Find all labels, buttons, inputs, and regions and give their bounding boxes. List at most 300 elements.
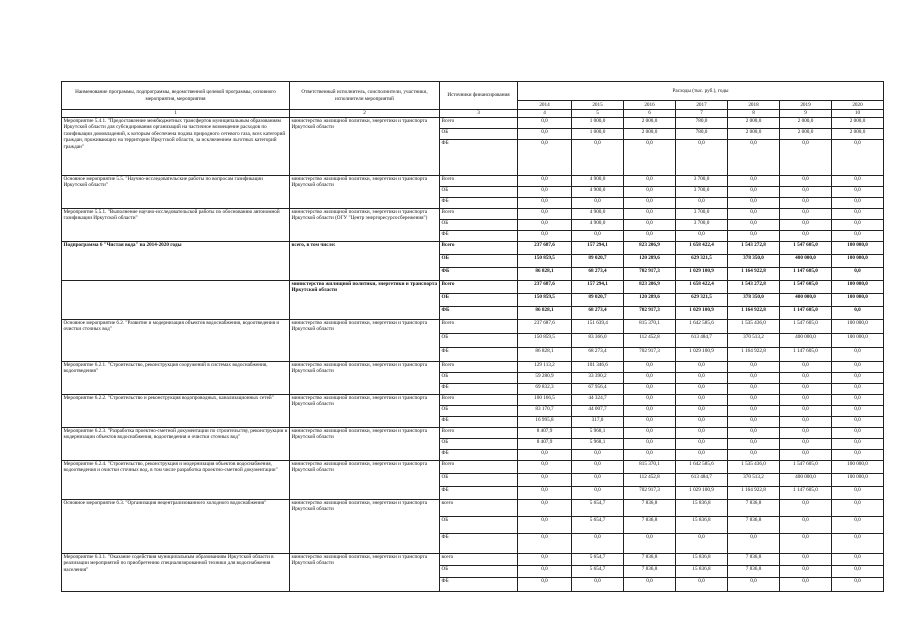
- expense-value-cell: 5 968,1: [572, 427, 624, 438]
- expense-value-cell: 0,0: [832, 565, 884, 577]
- expense-value-cell: 0,0: [780, 361, 832, 372]
- expense-value-cell: 5 654,7: [572, 499, 624, 516]
- expense-value-cell: 0,0: [624, 416, 676, 427]
- expense-value-cell: 0,0: [572, 533, 624, 553]
- expense-value-cell: 0,0: [780, 219, 832, 230]
- expense-value-cell: 0,0: [572, 486, 624, 499]
- expense-value-cell: 15 836,8: [676, 516, 728, 533]
- table-row: [62, 319, 884, 333]
- expense-value-cell: 0,0: [832, 197, 884, 208]
- column-number: 1: [62, 110, 290, 118]
- expense-value-cell: 86 828,1: [518, 347, 572, 361]
- executor-cell: министерство жилищной политики, энергетики и транспорта Иркутской области: [290, 427, 440, 460]
- expense-value-cell: 0,0: [832, 139, 884, 175]
- funding-source-cell: ОБ: [440, 565, 518, 577]
- expense-value-cell: 378 350,0: [728, 254, 780, 267]
- budget-table-body: [62, 117, 884, 591]
- expense-value-cell: 1 543 272,8: [728, 241, 780, 254]
- executor-column-header: Ответственный исполнитель, соисполнители, участники, исполнители мероприятий: [290, 82, 440, 110]
- table-row: [62, 394, 884, 405]
- funding-source-cell: ОБ: [440, 219, 518, 230]
- expense-value-cell: 1 029 100,9: [676, 486, 728, 499]
- expense-value-cell: 0,0: [624, 230, 676, 241]
- expense-value-cell: 0,0: [780, 416, 832, 427]
- expense-value-cell: 0,0: [728, 394, 780, 405]
- expense-value-cell: 0,0: [728, 139, 780, 175]
- expense-value-cell: 67 956,4: [572, 383, 624, 394]
- expense-value-cell: 100 000,0: [832, 319, 884, 333]
- table-row: [62, 208, 884, 219]
- column-number-row: [62, 110, 884, 118]
- expense-value-cell: 157 294,1: [572, 280, 624, 293]
- expense-value-cell: 1 164 922,8: [728, 267, 780, 280]
- funding-source-cell: ФБ: [440, 347, 518, 361]
- expense-value-cell: 0,0: [676, 139, 728, 175]
- executor-cell: министерство жилищной политики, энергетики и транспорта Иркутской области: [290, 553, 440, 591]
- expense-value-cell: 0,0: [518, 186, 572, 197]
- expense-value-cell: 0,0: [624, 383, 676, 394]
- expense-value-cell: 0,0: [624, 186, 676, 197]
- expense-value-cell: 0,0: [832, 516, 884, 533]
- expense-value-cell: 69 832,3: [518, 383, 572, 394]
- expense-value-cell: 86 828,1: [518, 306, 572, 319]
- funding-source-cell: ФБ: [440, 230, 518, 241]
- expense-value-cell: 1 147 605,0: [780, 486, 832, 499]
- expense-value-cell: 7 836,8: [624, 516, 676, 533]
- expense-value-cell: 1 164 922,8: [728, 306, 780, 319]
- expense-value-cell: 83 366,0: [572, 333, 624, 347]
- expense-value-cell: 0,0: [832, 230, 884, 241]
- expense-value-cell: 120 289,6: [624, 254, 676, 267]
- funding-source-cell: ОБ: [440, 333, 518, 347]
- year-header-2019: 2019: [780, 101, 832, 110]
- expense-value-cell: 1 547 605,0: [780, 241, 832, 254]
- expense-value-cell: 0,0: [572, 197, 624, 208]
- expense-value-cell: 0,0: [518, 230, 572, 241]
- expense-value-cell: 0,0: [780, 208, 832, 219]
- table-row: [62, 499, 884, 516]
- expense-value-cell: 0,0: [780, 533, 832, 553]
- expense-value-cell: 0,0: [728, 577, 780, 591]
- funding-source-cell: ОБ: [440, 516, 518, 533]
- expense-value-cell: 0,0: [518, 553, 572, 565]
- year-header-2016: 2016: [624, 101, 676, 110]
- expense-value-cell: 815 370,1: [624, 460, 676, 473]
- expense-value-cell: 1 000,0: [572, 117, 624, 128]
- expense-value-cell: 0,0: [624, 427, 676, 438]
- expense-value-cell: 0,0: [624, 394, 676, 405]
- expense-value-cell: 1 547 605,0: [780, 460, 832, 473]
- funding-source-cell: Всего: [440, 319, 518, 333]
- expense-value-cell: 2 000,0: [624, 128, 676, 139]
- expense-value-cell: 702 917,3: [624, 267, 676, 280]
- program-name-cell: Мероприятие 6.2.2. "Строительство и реконструкция водопроводных, канализационных сетей": [62, 394, 290, 427]
- expense-value-cell: 0,0: [518, 565, 572, 577]
- column-number: 8: [728, 110, 780, 118]
- column-number: 9: [780, 110, 832, 118]
- expense-value-cell: 33 390,2: [572, 372, 624, 383]
- expense-value-cell: 0,0: [832, 175, 884, 186]
- expense-value-cell: 8 407,9: [518, 438, 572, 449]
- expense-value-cell: 15 836,8: [676, 499, 728, 516]
- expense-value-cell: 100 000,0: [832, 460, 884, 473]
- expense-value-cell: 1 147 605,0: [780, 306, 832, 319]
- expense-value-cell: 0,0: [676, 372, 728, 383]
- expense-value-cell: 702 917,3: [624, 486, 676, 499]
- funding-source-cell: ФБ: [440, 383, 518, 394]
- column-number: 6: [624, 110, 676, 118]
- expense-value-cell: 150 859,5: [518, 333, 572, 347]
- expense-value-cell: 1 547 605,0: [780, 319, 832, 333]
- expense-value-cell: 0,0: [728, 416, 780, 427]
- expense-value-cell: 0,0: [780, 553, 832, 565]
- expense-value-cell: 1 543 272,8: [728, 280, 780, 293]
- expense-value-cell: 7 836,8: [728, 516, 780, 533]
- expense-value-cell: 100 166,5: [518, 394, 572, 405]
- expense-value-cell: 0,0: [676, 394, 728, 405]
- expense-value-cell: 0,0: [832, 486, 884, 499]
- expense-value-cell: 0,0: [572, 449, 624, 460]
- expense-value-cell: 0,0: [728, 208, 780, 219]
- expense-value-cell: 3 700,0: [676, 175, 728, 186]
- expense-value-cell: 0,0: [780, 405, 832, 416]
- funding-source-cell: ФБ: [440, 577, 518, 591]
- expense-value-cell: 112 452,8: [624, 473, 676, 486]
- expense-value-cell: 0,0: [676, 230, 728, 241]
- name-column-header: Наименование программы, подпрограммы, ведомственной целевой программы, основного мероприятия, мероприятия: [62, 82, 290, 110]
- expense-value-cell: 0,0: [780, 449, 832, 460]
- expense-value-cell: 0,0: [832, 427, 884, 438]
- funding-source-cell: Всего: [440, 361, 518, 372]
- expense-value-cell: 100 000,0: [832, 293, 884, 306]
- expense-value-cell: 0,0: [728, 230, 780, 241]
- expense-value-cell: 0,0: [728, 438, 780, 449]
- expense-value-cell: 0,0: [518, 197, 572, 208]
- program-name-cell: Мероприятие 5.5.1. "Выполнение научно-исследовательской работы по обоснованию автономной газификации Иркутской области": [62, 208, 290, 241]
- expense-value-cell: 237 687,6: [518, 241, 572, 254]
- funding-source-cell: Всего: [440, 117, 518, 128]
- table-row: [62, 280, 884, 293]
- year-header-2015: 2015: [572, 101, 624, 110]
- executor-cell: министерство жилищной политики, энергетики и транспорта Иркутской области: [290, 361, 440, 394]
- expense-value-cell: 0,0: [518, 139, 572, 175]
- expense-value-cell: 0,0: [572, 230, 624, 241]
- expense-value-cell: 0,0: [728, 197, 780, 208]
- expense-value-cell: 0,0: [624, 197, 676, 208]
- expense-value-cell: 0,0: [676, 438, 728, 449]
- expense-value-cell: 0,0: [832, 405, 884, 416]
- funding-source-cell: ОБ: [440, 405, 518, 416]
- funding-source-cell: ФБ: [440, 267, 518, 280]
- expense-value-cell: 0,0: [676, 577, 728, 591]
- expense-value-cell: 0,0: [518, 219, 572, 230]
- expense-value-cell: 7 836,8: [624, 565, 676, 577]
- expense-value-cell: 0,0: [624, 449, 676, 460]
- expense-value-cell: 1 029 100,9: [676, 306, 728, 319]
- header-row: [62, 82, 884, 101]
- executor-cell: министерство жилищной политики, энергетики и транспорта Иркутской области: [290, 280, 440, 319]
- funding-source-cell: ОБ: [440, 293, 518, 306]
- expense-value-cell: 823 206,9: [624, 280, 676, 293]
- expense-value-cell: 68 273,4: [572, 267, 624, 280]
- expense-value-cell: 0,0: [832, 372, 884, 383]
- funding-source-cell: Всего: [440, 427, 518, 438]
- expense-value-cell: 101 346,6: [572, 361, 624, 372]
- expense-value-cell: 59 280,9: [518, 372, 572, 383]
- expense-value-cell: 0,0: [832, 438, 884, 449]
- funding-source-cell: Всего: [440, 394, 518, 405]
- table-row: [62, 175, 884, 186]
- expense-value-cell: 0,0: [624, 219, 676, 230]
- funding-source-cell: ФБ: [440, 306, 518, 319]
- expense-value-cell: 120 289,6: [624, 293, 676, 306]
- expense-value-cell: 100 000,0: [832, 280, 884, 293]
- expense-value-cell: 0,0: [832, 361, 884, 372]
- expense-value-cell: 0,0: [832, 553, 884, 565]
- expense-value-cell: 1 147 605,0: [780, 267, 832, 280]
- expense-value-cell: 0,0: [780, 394, 832, 405]
- expense-value-cell: 0,0: [624, 533, 676, 553]
- expense-value-cell: 0,0: [832, 306, 884, 319]
- program-name-cell: Подпрограмма 6 "Чистая вода" на 2014-2020 годы: [62, 241, 290, 280]
- expense-value-cell: 2 000,0: [832, 117, 884, 128]
- expense-value-cell: 0,0: [832, 394, 884, 405]
- expense-value-cell: 2 000,0: [728, 117, 780, 128]
- expense-value-cell: 0,0: [780, 427, 832, 438]
- expense-value-cell: 0,0: [676, 361, 728, 372]
- expense-value-cell: 0,0: [518, 117, 572, 128]
- expense-value-cell: 0,0: [832, 219, 884, 230]
- expense-value-cell: 0,0: [572, 139, 624, 175]
- expense-value-cell: 100 000,0: [832, 333, 884, 347]
- expense-value-cell: 0,0: [572, 460, 624, 473]
- expense-value-cell: 0,0: [518, 128, 572, 139]
- expense-value-cell: 0,0: [780, 230, 832, 241]
- expense-value-cell: 0,0: [676, 405, 728, 416]
- executor-cell: министерство жилищной политики, энергетики и транспорта Иркутской области: [290, 319, 440, 361]
- expense-value-cell: 0,0: [572, 577, 624, 591]
- expense-value-cell: 4 900,0: [572, 219, 624, 230]
- year-header-2014: 2014: [518, 101, 572, 110]
- expense-value-cell: 5 654,7: [572, 553, 624, 565]
- expense-value-cell: 2 000,0: [780, 117, 832, 128]
- expense-value-cell: 83 170,7: [518, 405, 572, 416]
- column-number: 3: [440, 110, 518, 118]
- executor-cell: министерство жилищной политики, энергетики и транспорта Иркутской области: [290, 394, 440, 427]
- expense-value-cell: 0,0: [624, 372, 676, 383]
- expense-value-cell: 0,0: [780, 565, 832, 577]
- expense-value-cell: 100 000,0: [832, 473, 884, 486]
- expense-value-cell: 68 273,4: [572, 347, 624, 361]
- expense-value-cell: 0,0: [676, 416, 728, 427]
- expense-value-cell: 0,0: [624, 438, 676, 449]
- expense-value-cell: 370 513,2: [728, 333, 780, 347]
- expense-value-cell: 129 113,2: [518, 361, 572, 372]
- expense-value-cell: 68 273,4: [572, 306, 624, 319]
- expense-value-cell: 400 000,0: [780, 254, 832, 267]
- program-name-cell: [62, 280, 290, 319]
- expense-value-cell: 237 687,6: [518, 319, 572, 333]
- year-header-2020: 2020: [832, 101, 884, 110]
- expense-value-cell: 1 164 922,8: [728, 347, 780, 361]
- expense-value-cell: 150 859,5: [518, 293, 572, 306]
- executor-cell: министерство жилищной политики, энергетики и транспорта Иркутской области: [290, 175, 440, 208]
- expense-value-cell: 15 836,8: [676, 565, 728, 577]
- expense-value-cell: 0,0: [832, 186, 884, 197]
- expense-value-cell: 0,0: [624, 175, 676, 186]
- funding-source-cell: ФБ: [440, 139, 518, 175]
- program-name-cell: Мероприятие 6.2.4. "Строительство, реконструкция и модернизация объектов водоснабжения, водоотведения и очистки сточных вод, в том числе разработка проектно-сметной документации": [62, 460, 290, 499]
- expense-value-cell: 112 452,8: [624, 333, 676, 347]
- expense-value-cell: 0,0: [728, 372, 780, 383]
- expense-value-cell: 0,0: [832, 416, 884, 427]
- expense-value-cell: 151 639,4: [572, 319, 624, 333]
- expense-value-cell: 15 836,8: [676, 553, 728, 565]
- executor-cell: министерство жилищной политики, энергетики и транспорта Иркутской области: [290, 460, 440, 499]
- expense-value-cell: 0,0: [728, 175, 780, 186]
- table-row: [62, 117, 884, 128]
- expense-value-cell: 0,0: [676, 449, 728, 460]
- expense-value-cell: 89 020,7: [572, 293, 624, 306]
- funding-source-cell: ФБ: [440, 197, 518, 208]
- expense-value-cell: 0,0: [728, 427, 780, 438]
- expense-value-cell: 100 000,0: [832, 241, 884, 254]
- expense-value-cell: 1 147 605,0: [780, 347, 832, 361]
- expense-value-cell: 370 513,2: [728, 473, 780, 486]
- expense-value-cell: 378 350,0: [728, 293, 780, 306]
- expense-value-cell: 0,0: [518, 473, 572, 486]
- expense-value-cell: 1 535 436,0: [728, 460, 780, 473]
- expense-value-cell: 0,0: [676, 533, 728, 553]
- expense-value-cell: 1 658 422,4: [676, 241, 728, 254]
- funding-source-cell: ОБ: [440, 128, 518, 139]
- expense-value-cell: 0,0: [624, 208, 676, 219]
- expense-value-cell: 2 000,0: [624, 117, 676, 128]
- table-row: [62, 427, 884, 438]
- expense-value-cell: 0,0: [518, 175, 572, 186]
- expense-value-cell: 1 029 100,9: [676, 347, 728, 361]
- expense-value-cell: 0,0: [728, 405, 780, 416]
- funding-source-cell: ОБ: [440, 372, 518, 383]
- funding-source-cell: Всего: [440, 208, 518, 219]
- expense-value-cell: 0,0: [572, 473, 624, 486]
- expense-value-cell: 0,0: [728, 186, 780, 197]
- column-number: 2: [290, 110, 440, 118]
- expense-value-cell: 4 900,0: [572, 186, 624, 197]
- expense-value-cell: 2 000,0: [728, 128, 780, 139]
- expense-value-cell: 0,0: [624, 361, 676, 372]
- expense-value-cell: 0,0: [780, 383, 832, 394]
- expense-value-cell: 44 324,7: [572, 394, 624, 405]
- expense-value-cell: 1 000,0: [572, 128, 624, 139]
- expense-value-cell: 0,0: [518, 516, 572, 533]
- expense-value-cell: 0,0: [728, 361, 780, 372]
- expense-value-cell: 1 029 100,9: [676, 267, 728, 280]
- expense-value-cell: 237 687,6: [518, 280, 572, 293]
- year-header-2018: 2018: [728, 101, 780, 110]
- expense-value-cell: 7 836,8: [728, 499, 780, 516]
- expense-value-cell: 0,0: [518, 208, 572, 219]
- expense-value-cell: 1 547 605,0: [780, 280, 832, 293]
- expense-value-cell: 702 917,3: [624, 347, 676, 361]
- expense-value-cell: 16 995,8: [518, 416, 572, 427]
- expense-value-cell: 0,0: [832, 383, 884, 394]
- expense-value-cell: 0,0: [518, 533, 572, 553]
- funding-source-cell: ОБ: [440, 254, 518, 267]
- source-column-header: Источники финансирования: [440, 82, 518, 110]
- expense-value-cell: 89 020,7: [572, 254, 624, 267]
- expense-value-cell: 0,0: [780, 516, 832, 533]
- executor-cell: министерство жилищной политики, энергетики и транспорта Иркутской области: [290, 117, 440, 175]
- expense-value-cell: 4 900,0: [572, 175, 624, 186]
- expense-value-cell: 0,0: [780, 499, 832, 516]
- expense-value-cell: 1 658 422,4: [676, 280, 728, 293]
- funding-source-cell: ФБ: [440, 449, 518, 460]
- budget-table: [61, 81, 884, 592]
- funding-source-cell: ОБ: [440, 438, 518, 449]
- expense-value-cell: 0,0: [676, 197, 728, 208]
- expense-value-cell: 2 000,0: [832, 128, 884, 139]
- funding-source-cell: ФБ: [440, 533, 518, 553]
- table-row: [62, 460, 884, 473]
- expense-value-cell: 400 000,0: [780, 333, 832, 347]
- expense-value-cell: 317,0: [572, 416, 624, 427]
- expense-value-cell: 5 654,7: [572, 516, 624, 533]
- expense-value-cell: 400 000,0: [780, 293, 832, 306]
- expense-value-cell: 86 828,1: [518, 267, 572, 280]
- expense-value-cell: 823 206,9: [624, 241, 676, 254]
- expense-value-cell: 0,0: [624, 405, 676, 416]
- expense-value-cell: 0,0: [832, 208, 884, 219]
- expense-value-cell: 3 700,0: [676, 186, 728, 197]
- program-name-cell: Основное мероприятие 6.2. "Развитие и модернизация объектов водоснабжения, водоотведения и очистки сточных вод": [62, 319, 290, 361]
- expense-value-cell: 3 700,0: [676, 219, 728, 230]
- expense-value-cell: 7 836,8: [728, 565, 780, 577]
- expense-value-cell: 7 836,8: [624, 499, 676, 516]
- funding-source-cell: ОБ: [440, 186, 518, 197]
- program-name-cell: Мероприятие 6.2.1. "Строительство, реконструкция сооружений в системах водоснабжения, водоотведения": [62, 361, 290, 394]
- expense-value-cell: 400 000,0: [780, 473, 832, 486]
- program-name-cell: Мероприятие 6.3.1. "Оказание содействия муниципальным образованиям Иркутской области в реализации мероприятий по приобретению специализированной техники для водоснабжения населения": [62, 553, 290, 591]
- expense-value-cell: 1 535 436,0: [728, 319, 780, 333]
- expense-value-cell: 0,0: [518, 499, 572, 516]
- expense-value-cell: 100 000,0: [832, 254, 884, 267]
- expense-value-cell: 0,0: [728, 383, 780, 394]
- expense-value-cell: 0,0: [518, 577, 572, 591]
- expense-value-cell: 5 968,1: [572, 438, 624, 449]
- column-number: 5: [572, 110, 624, 118]
- expense-value-cell: 702 917,3: [624, 306, 676, 319]
- table-row: [62, 241, 884, 254]
- funding-source-cell: ФБ: [440, 486, 518, 499]
- expense-value-cell: 613 484,7: [676, 333, 728, 347]
- expense-value-cell: 815 370,1: [624, 319, 676, 333]
- expenses-column-header: Расходы (тыс. руб.), годы: [518, 82, 884, 101]
- expense-value-cell: 0,0: [780, 577, 832, 591]
- expense-value-cell: 0,0: [518, 460, 572, 473]
- expense-value-cell: 3 700,0: [676, 208, 728, 219]
- funding-source-cell: всего: [440, 553, 518, 565]
- expense-value-cell: 7 836,8: [624, 553, 676, 565]
- column-number: 7: [676, 110, 728, 118]
- executor-cell: министерство жилищной политики, энергетики и транспорта Иркутской области: [290, 499, 440, 553]
- expense-value-cell: 0,0: [780, 438, 832, 449]
- funding-source-cell: ОБ: [440, 473, 518, 486]
- column-number: 10: [832, 110, 884, 118]
- program-name-cell: Мероприятие 6.2.3. "Разработка проектно-сметной документации по строительству, реконструкции и модернизации объектов водоснабжения, водоотведения и очистки сточных вод": [62, 427, 290, 460]
- expense-value-cell: 4 900,0: [572, 208, 624, 219]
- expense-value-cell: 613 484,7: [676, 473, 728, 486]
